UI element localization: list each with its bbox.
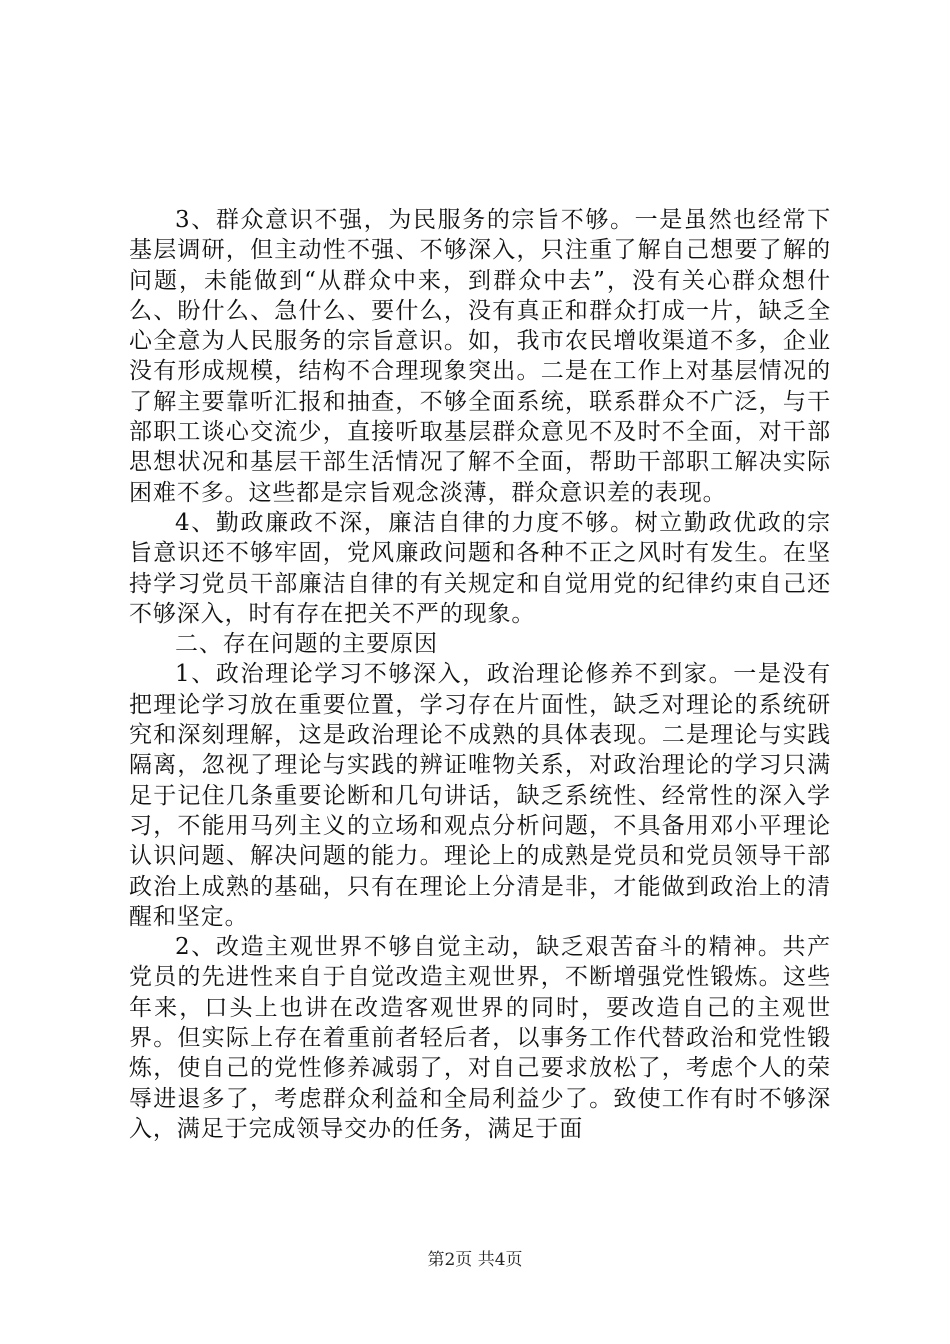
page-footer: 第2页 共4页 <box>427 1250 523 1270</box>
section-heading-main-causes: 二、存在问题的主要原因 <box>175 631 438 658</box>
paragraph-subjective-world: 2、改造主观世界不够自觉主动，缺乏艰苦奋斗的精神。共产党员的先进性来自于自觉改造主观世界，不断增强党性锻炼。这些年来，口头上也讲在改造客观世界的同时，要改造自己的主观世界。但实际上存在着重前者轻后者，以事务工作代替政治和党性锻炼，使自己的党性修养减弱了，对自己要求放松了，考虑个人的荣辱进退多了，考虑群众利益和全局利益少了。致使工作有时不够深入，满足于完成领导交办的任务，满足于面 <box>129 934 831 1142</box>
paragraph-mass-awareness: 3、群众意识不强，为民服务的宗旨不够。一是虽然也经常下基层调研，但主动性不强、不够深入，只注重了解自己想要了解的问题，未能做到“从群众中来，到群众中去”，没有关心群众想什么、盼什么、急什么、要什么，没有真正和群众打成一片，缺乏全心全意为人民服务的宗旨意识。如，我市农民增收渠道不多，企业没有形成规模，结构不合理现象突出。二是在工作上对基层情况的了解主要靠听汇报和抽查，不够全面系统，联系群众不广泛，与干部职工谈心交流少，直接听取基层群众意见不及时不全面，对干部思想状况和基层干部生活情况了解不全面，帮助干部职工解决实际困难不多。这些都是宗旨观念淡薄，群众意识差的表现。 <box>129 207 831 506</box>
paragraph-diligence-integrity: 4、勤政廉政不深，廉洁自律的力度不够。树立勤政优政的宗旨意识还不够牢固，党风廉政问题和各种不正之风时有发生。在坚持学习党员干部廉洁自律的有关规定和自觉用党的纪律约束自己还不够深入，时有存在把关不严的现象。 <box>129 509 831 627</box>
document-body <box>129 205 831 1144</box>
paragraph-theory-study: 1、政治理论学习不够深入，政治理论修养不到家。一是没有把理论学习放在重要位置，学习存在片面性，缺乏对理论的系统研究和深刻理解，这是政治理论不成熟的具体表现。二是理论与实践隔离，忽视了理论与实践的辨证唯物关系，对政治理论的学习只满足于记住几条重要论断和几句讲话，缺乏系统性、经常性的深入学习，不能用马列主义的立场和观点分析问题，不具备用邓小平理论认识问题、解决问题的能力。理论上的成熟是党员和党员领导干部政治上成熟的基础，只有在理论上分清是非，才能做到政治上的清醒和坚定。 <box>129 661 831 930</box>
